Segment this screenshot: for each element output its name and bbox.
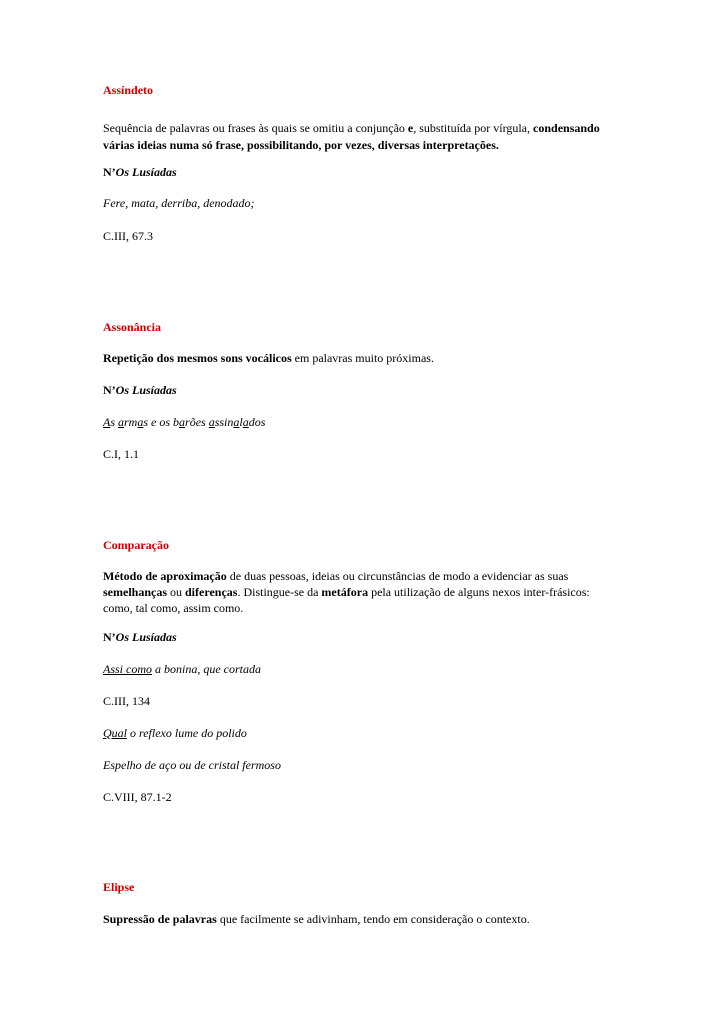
- definition-line: várias ideias numa só frase, possibilitando, por vezes, diversas interpretações.: [103, 138, 499, 152]
- quote: Espelho de aço ou de cristal fermoso: [103, 758, 281, 772]
- heading-elipse: Elipse: [103, 880, 135, 894]
- work-reference: N’Os Lusíadas: [103, 630, 177, 644]
- quote: Qual o reflexo lume do polido: [103, 726, 247, 740]
- definition-line: Método de aproximação de duas pessoas, ideias ou circunstâncias de modo a evidenciar as suas: [103, 569, 569, 583]
- quote: Fere, mata, derriba, denodado;: [103, 196, 255, 210]
- heading-assonancia: Assonância: [103, 320, 162, 334]
- heading-comparacao: Comparação: [103, 538, 169, 552]
- definition-line: como, tal como, assim como.: [103, 601, 244, 615]
- canto-reference: C.I, 1.1: [103, 447, 139, 461]
- quote: As armas e os barões assinalados: [103, 415, 266, 429]
- definition-line: Sequência de palavras ou frases às quais se omitiu a conjunção e, substituída por vírgula, condensando: [103, 121, 600, 135]
- work-reference: N’Os Lusíadas: [103, 383, 177, 397]
- definition-line: Repetição dos mesmos sons vocálicos em palavras muito próximas.: [103, 351, 434, 365]
- canto-reference: C.III, 134: [103, 694, 150, 708]
- canto-reference: C.III, 67.3: [103, 229, 153, 243]
- heading-asindeto: Assíndeto: [103, 83, 154, 97]
- canto-reference: C.VIII, 87.1-2: [103, 790, 172, 804]
- work-reference: N’Os Lusíadas: [103, 165, 177, 179]
- quote: Assi como a bonina, que cortada: [103, 662, 261, 676]
- definition-line: Supressão de palavras que facilmente se adivinham, tendo em consideração o contexto.: [103, 912, 530, 926]
- definition-line: semelhanças ou diferenças. Distingue-se da metáfora pela utilização de alguns nexos inter-frásicos:: [103, 585, 590, 599]
